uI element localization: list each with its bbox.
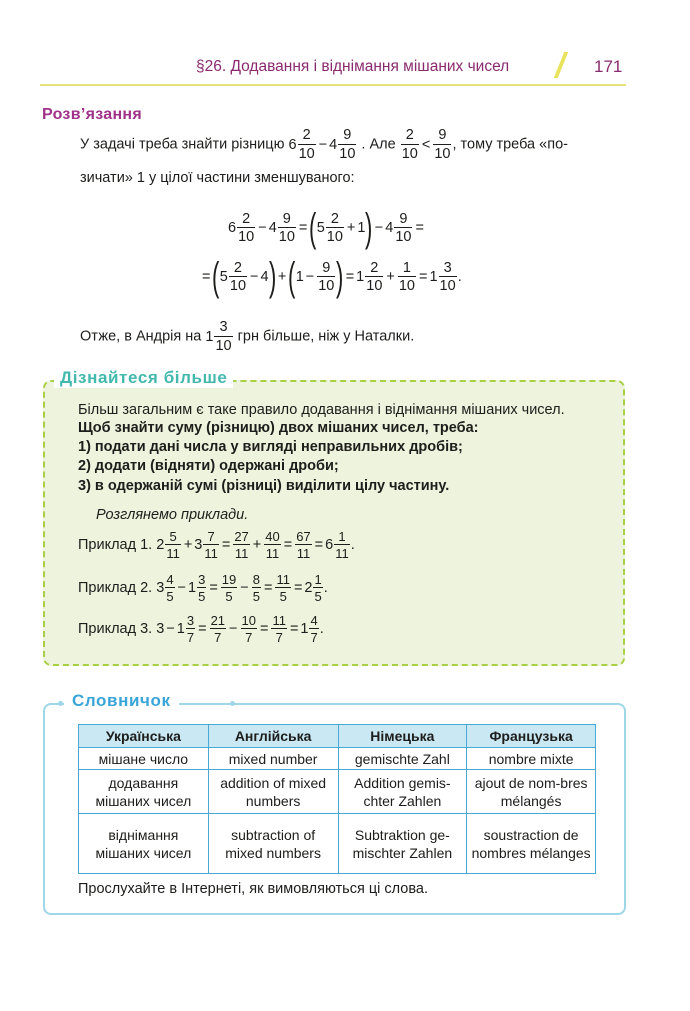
solution-conclusion: Отже, в Андрія на 1 $\frac{3}{10}$ грн більше, ніж у Наталки.	[80, 319, 415, 354]
rule-heading: Щоб знайти суму (різницю) двох мішаних чисел, треба:	[78, 420, 479, 436]
table-row	[79, 814, 596, 874]
vocabulary-footer: Прослухайте в Інтернеті, як вимовляються ці слова.	[78, 881, 428, 897]
equation-line-1: 6 $\frac{2}{10}$ − 4 $\frac{9}{10}$ =(5 $\frac{2}{10}$ + 1) − 4 $\frac{9}{10}$ =	[228, 206, 424, 250]
table-cell: soustraction de nombres mélanges	[467, 814, 596, 874]
vocabulary-title: Словничок	[64, 691, 179, 711]
table-row	[79, 748, 596, 770]
solution-line-1: У задачі треба знайти різницю 6 $\frac{2}{10}$ − 4 $\frac{9}{10}$ . Але $\frac{2}{10}$ < $\frac{9}{10}$ , тому треба «по-	[80, 127, 568, 162]
table-cell: subtraction of mixed numbers	[208, 814, 338, 874]
table-cell: gemischte Zahl	[338, 748, 467, 770]
rule-step-1: 1) подати дані числа у вигляді неправильних дробів;	[78, 439, 463, 455]
solution-line-2: зичати» 1 у цілої частини зменшуваного:	[80, 170, 355, 186]
table-cell: addition of mixed numbers	[208, 770, 338, 814]
vocabulary-title-dot	[58, 701, 63, 706]
consider-examples: Розглянемо приклади.	[96, 507, 249, 523]
table-cell: додавання мішаних чисел	[79, 770, 209, 814]
column-header: Англійська	[208, 725, 338, 748]
rule-step-2: 2) додати (відняти) одержані дроби;	[78, 458, 339, 474]
example-3: Приклад 3. 3 − 1 $\frac{3}{7}$ = $\frac{21}{7}$ − $\frac{10}{7}$ = $\frac{11}{7}$ = 1 $\frac{4}{7}$ .	[78, 613, 324, 645]
header-slash-decor	[554, 52, 569, 78]
rule-step-3: 3) в одержаній сумі (різниці) виділити цілу частину.	[78, 478, 450, 494]
table-cell: nombre mixte	[467, 748, 596, 770]
header-rule	[40, 84, 626, 86]
page-number: 171	[594, 57, 623, 76]
table-cell: віднімання мішаних чисел	[79, 814, 209, 874]
table-cell: мішане число	[79, 748, 209, 770]
table-row	[79, 770, 596, 814]
column-header: Німецька	[338, 725, 467, 748]
learn-intro: Більш загальним є таке правило додавання і віднімання мішаних чисел.	[78, 402, 565, 418]
table-cell: Addition gemis-chter Zahlen	[338, 770, 467, 814]
equation-line-2: =(5 $\frac{2}{10}$ − 4) +(1 − $\frac{9}{10}$ ) = 1 $\frac{2}{10}$ + $\frac{1}{10}$ = 1 $\frac{3}{10}$ .	[202, 255, 462, 299]
table-cell: Subtraktion ge-mischter Zahlen	[338, 814, 467, 874]
table-cell: mixed number	[208, 748, 338, 770]
vocabulary-table	[78, 724, 596, 874]
column-header: Французька	[467, 725, 596, 748]
table-header-row	[79, 725, 596, 748]
vocabulary-title-dot	[230, 701, 235, 706]
example-1: Приклад 1. 2 $\frac{5}{11}$ + 3 $\frac{7}{11}$ = $\frac{27}{11}$ + $\frac{40}{11}$ = $\frac{67}{11}$ = 6 $\frac{1}{11}$ .	[78, 529, 355, 561]
example-2: Приклад 2. 3 $\frac{4}{5}$ − 1 $\frac{3}{5}$ = $\frac{19}{5}$ − $\frac{8}{5}$ = $\frac{11}{5}$ = 2 $\frac{1}{5}$ .	[78, 572, 328, 604]
section-title: §26. Додавання і віднімання мішаних чисел	[196, 58, 510, 75]
table-cell: ajout de nom-bres mélangés	[467, 770, 596, 814]
solution-heading: Розв’язання	[42, 106, 143, 123]
learn-more-title: Дізнайтеся більше	[54, 368, 233, 388]
column-header: Українська	[79, 725, 209, 748]
